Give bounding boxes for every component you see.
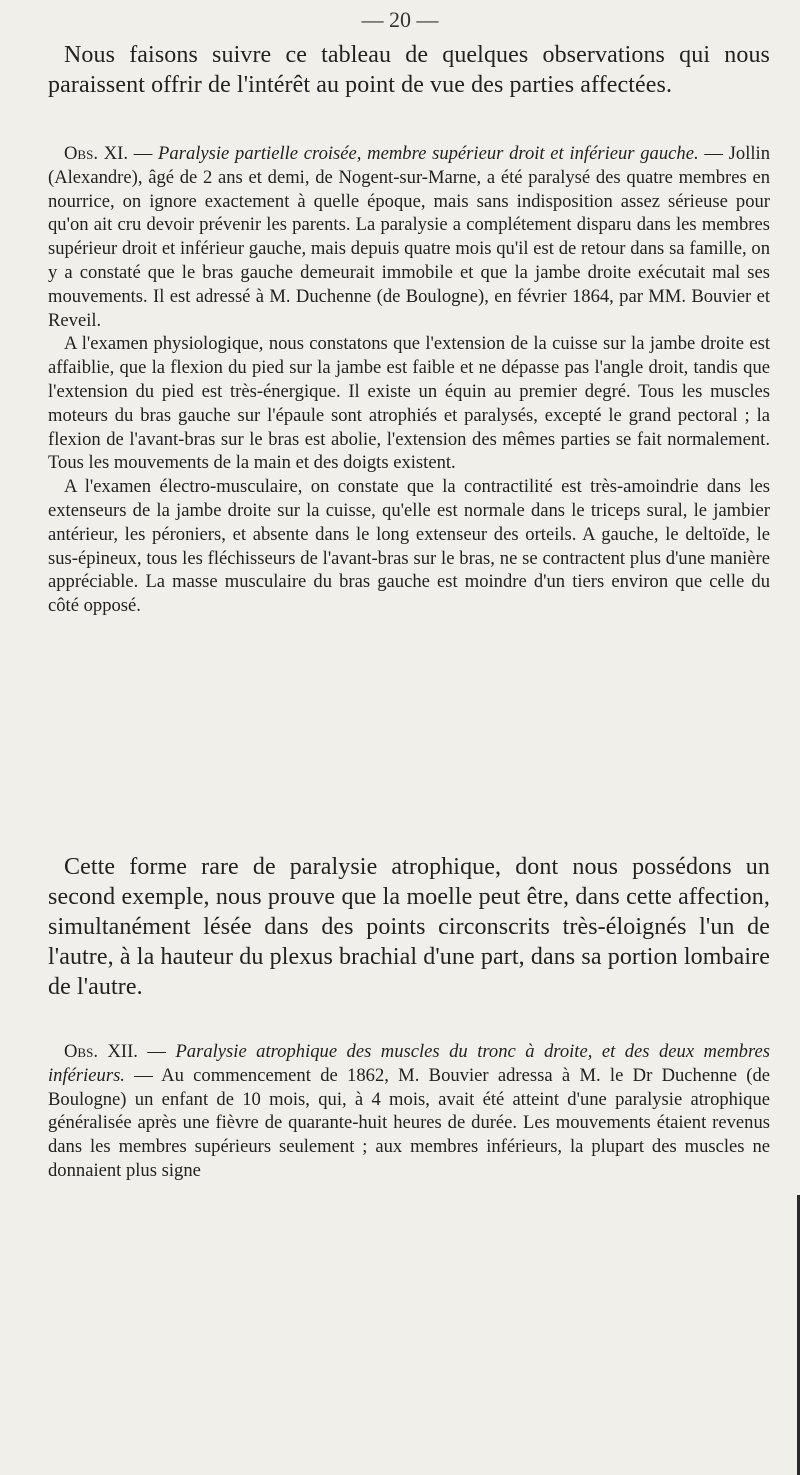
page-number: — 20 —	[361, 7, 439, 32]
observation-11	[48, 142, 770, 618]
intro-block	[48, 40, 770, 100]
obs11-heading: Obs. XI. — Paralysie partielle croisée, membre supérieur droit et inférieur gauche. — Jollin (Alexandre), âgé de 2 ans et demi, de Nogent-sur-Marne, a été paralysé des quatre membres en nourrice, on ignore exactement à quelle époque, mais sans indisposition assez sérieuse pour qu'on ait cru devoir prévenir les parents. La paralysie a complétement disparu dans les membres supérieur droit et inférieur gauche, mais depuis quatre mois qu'il est de retour dans sa famille, on y a constaté que le bras gauche demeurait immobile et que la jambe droite exécutait mal ses mouvements. Il est adressé à M. Duchenne (de Boulogne), en février 1864, par MM. Bouvier et Reveil.	[48, 143, 770, 331]
observation-12	[48, 1040, 770, 1183]
obs12-label: Obs. XII.	[64, 1041, 138, 1062]
obs11-paragraph-2: A l'examen physiologique, nous constatons que l'extension de la cuisse sur la jambe droite est affaiblie, que la flexion du pied sur la jambe est faible et ne dépasse pas l'angle droit, tandis que l'extension du pied est très-énergique. Il existe un équin au premier degré. Tous les muscles moteurs du bras gauche sur l'épaule sont atrophiés et paralysés, excepté le grand pectoral ; la flexion de l'avant-bras sur le bras est abolie, l'extension des mêmes parties se fait normalement. Tous les mouvements de la main et des doigts existent.	[48, 333, 770, 474]
commentary-paragraph: Cette forme rare de paralysie atrophique, dont nous possédons un second exemple, nous prouve que la moelle peut être, dans cette affection, simultanément lésée dans des points circonscrits très-éloignés l'un de l'autre, à la hauteur du plexus brachial d'une part, dans sa portion lombaire de l'autre.	[48, 854, 770, 1000]
obs11-label: Obs. XI.	[64, 143, 128, 164]
obs11-title: Paralysie partielle croisée, membre supérieur droit et inférieur gauche.	[158, 143, 699, 164]
obs12-heading: Obs. XII. — Paralysie atrophique des muscles du tronc à droite, et des deux membres inférieurs. — Au commencement de 1862, M. Bouvier adressa à M. le Dr Duchenne (de Boulogne) un enfant de 10 mois, qui, à 4 mois, avait été atteint d'une paralysie atrophique généralisée après une fièvre de quarante-huit heures de durée. Les mouvements étaient revenus dans les membres supérieurs seulement ; aux membres inférieurs, la plupart des muscles ne donnaient plus signe	[48, 1041, 770, 1181]
obs11-paragraph-3: A l'examen électro-musculaire, on constate que la contractilité est très-amoindrie dans les extenseurs de la jambe droite sur la cuisse, qu'elle est normale dans le triceps sural, le jambier antérieur, les péroniers, et absente dans le long extenseur des orteils. A gauche, le deltoïde, le sus-épineux, tous les fléchisseurs de l'avant-bras sur le bras, ne se contractent plus d'une manière appréciable. La masse musculaire du bras gauche est moindre d'un tiers environ que celle du côté opposé.	[48, 476, 770, 617]
commentary-block	[48, 852, 770, 1002]
intro-paragraph: Nous faisons suivre ce tableau de quelques observations qui nous paraissent offrir de l'intérêt au point de vue des parties affectées.	[48, 42, 770, 98]
obs11-paragraph-1: Jollin (Alexandre), âgé de 2 ans et demi, de Nogent-sur-Marne, a été paralysé des quatre membres en nourrice, on ignore exactement à quelle époque, mais sans indisposition assez sérieuse pour qu'on ait cru devoir prévenir les parents. La paralysie a complétement disparu dans les membres supérieur droit et inférieur gauche, mais depuis quatre mois qu'il est de retour dans sa famille, on y a constaté que le bras gauche demeurait immobile et que la jambe droite exécutait mal ses mouvements. Il est adressé à M. Duchenne (de Boulogne), en février 1864, par MM. Bouvier et Reveil.	[48, 143, 770, 331]
obs12-paragraph-1: Au commencement de 1862, M. Bouvier adressa à M. le Dr Duchenne (de Boulogne) un enfant de 10 mois, qui, à 4 mois, avait été atteint d'une paralysie atrophique généralisée après une fièvre de quarante-huit heures de durée. Les mouvements étaient revenus dans les membres supérieurs seulement ; aux membres inférieurs, la plupart des muscles ne donnaient plus signe	[48, 1064, 770, 1181]
obs12-title: Paralysie atrophique des muscles du tronc à droite, et des deux membres inférieurs.	[48, 1041, 770, 1086]
